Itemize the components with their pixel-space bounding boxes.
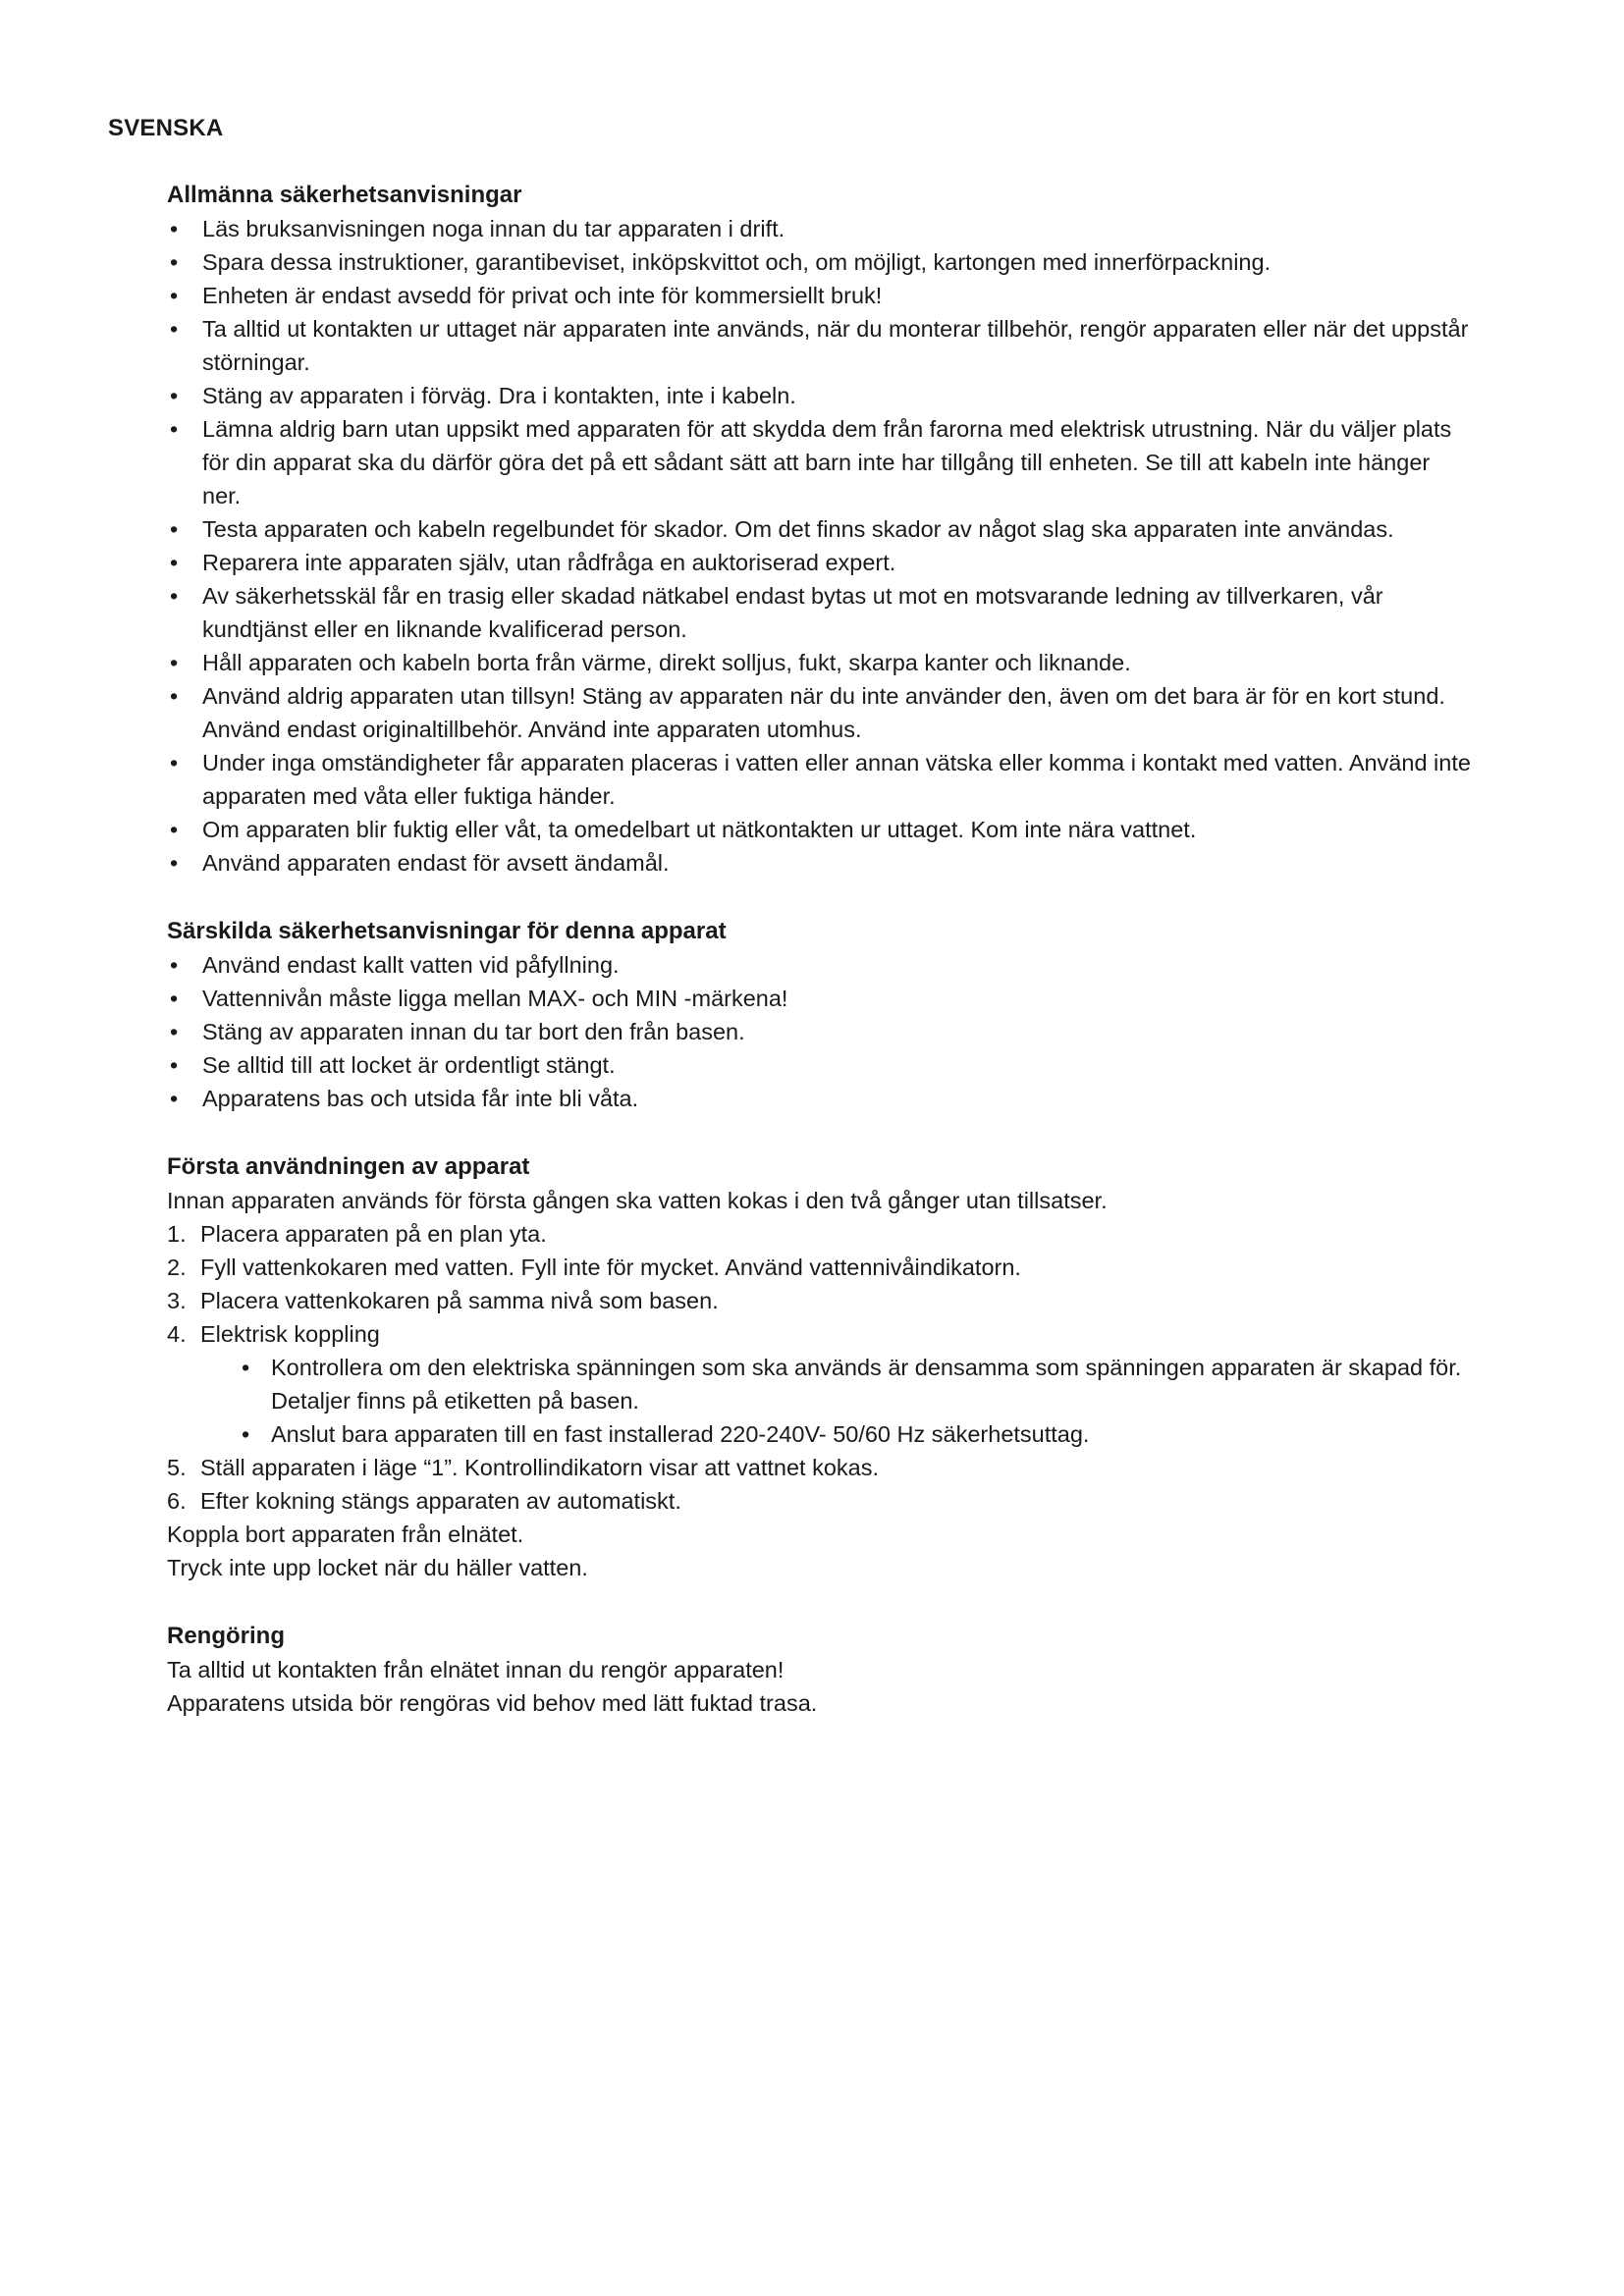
list-item: • Vattennivån måste ligga mellan MAX- och MIN -märkena! <box>167 982 1473 1015</box>
list-item: • Apparatens bas och utsida får inte bli våta. <box>167 1082 1473 1115</box>
list-item: • Om apparaten blir fuktig eller våt, ta omedelbart ut nätkontakten ur uttaget. Kom inte nära vattnet. <box>167 813 1473 846</box>
step-number: 2. <box>167 1255 187 1280</box>
step-number: 3. <box>167 1288 187 1313</box>
general-safety-heading: Allmänna säkerhetsanvisningar <box>167 182 522 208</box>
step-text: Fyll vattenkokaren med vatten. Fyll inte för mycket. Använd vattennivåindikatorn. <box>200 1255 1021 1280</box>
list-item: • Läs bruksanvisningen noga innan du tar apparaten i drift. <box>167 212 1473 245</box>
first-use-outro-line: Koppla bort apparaten från elnätet. <box>167 1522 524 1547</box>
cleaning-line: Ta alltid ut kontakten från elnätet innan du rengör apparaten! <box>167 1657 785 1682</box>
language-heading: SVENSKA <box>108 115 224 141</box>
document-body <box>167 179 1473 1755</box>
list-item: • Använd aldrig apparaten utan tillsyn! Stäng av apparaten när du inte använder den, även om det bara är för en kort stund. Använd endast originaltillbehör. Använd inte apparaten utomhus. <box>167 679 1473 746</box>
list-item: • Stäng av apparaten innan du tar bort den från basen. <box>167 1015 1473 1048</box>
step-item <box>167 1451 1473 1484</box>
step-item <box>167 1484 1473 1518</box>
first-use-outro-line: Tryck inte upp locket när du häller vatten. <box>167 1555 588 1580</box>
specific-safety-section <box>167 915 1473 1115</box>
step-text: Placera vattenkokaren på samma nivå som basen. <box>200 1288 719 1313</box>
step-text: Elektrisk koppling <box>200 1321 380 1347</box>
step-item <box>167 1284 1473 1317</box>
step-item <box>167 1251 1473 1284</box>
list-item: • Enheten är endast avsedd för privat och inte för kommersiellt bruk! <box>167 279 1473 312</box>
specific-safety-list <box>167 948 1473 1115</box>
electrical-connection-sublist <box>200 1351 1473 1451</box>
step-number: 1. <box>167 1221 187 1247</box>
list-item: • Spara dessa instruktioner, garantibeviset, inköpskvittot och, om möjligt, kartongen med innerförpackning. <box>167 245 1473 279</box>
general-safety-list <box>167 212 1473 880</box>
list-item: • Av säkerhetsskäl får en trasig eller skadad nätkabel endast bytas ut mot en motsvarande ledning av tillverkaren, vår kundtjänst eller en liknande kvalificerad person. <box>167 579 1473 646</box>
list-item: • Håll apparaten och kabeln borta från värme, direkt solljus, fukt, skarpa kanter och liknande. <box>167 646 1473 679</box>
list-item: • Reparera inte apparaten själv, utan rådfråga en auktoriserad expert. <box>167 546 1473 579</box>
step-text: Placera apparaten på en plan yta. <box>200 1221 547 1247</box>
step-item <box>167 1317 1473 1451</box>
list-item: • Använd apparaten endast för avsett ändamål. <box>167 846 1473 880</box>
general-safety-section <box>167 179 1473 880</box>
first-use-heading: Första användningen av apparat <box>167 1153 530 1180</box>
cleaning-line: Apparatens utsida bör rengöras vid behov med lätt fuktad trasa. <box>167 1690 818 1716</box>
first-use-section <box>167 1150 1473 1584</box>
sub-list-item: • Kontrollera om den elektriska spänningen som ska används är densamma som spänningen apparaten är skapad för. Detaljer finns på etiketten på basen. <box>236 1351 1473 1417</box>
list-item: • Under inga omständigheter får apparaten placeras i vatten eller annan vätska eller komma i kontakt med vatten. Använd inte apparaten med våta eller fuktiga händer. <box>167 746 1473 813</box>
list-item: • Stäng av apparaten i förväg. Dra i kontakten, inte i kabeln. <box>167 379 1473 412</box>
list-item: • Lämna aldrig barn utan uppsikt med apparaten för att skydda dem från farorna med elektrisk utrustning. När du väljer plats för din apparat ska du därför göra det på ett sådant sätt att barn inte har tillgång till enheten. Se till att kabeln inte hänger ner. <box>167 412 1473 512</box>
cleaning-heading: Rengöring <box>167 1623 285 1649</box>
step-item <box>167 1217 1473 1251</box>
specific-safety-heading: Särskilda säkerhetsanvisningar för denna apparat <box>167 918 727 944</box>
sub-list-item: • Anslut bara apparaten till en fast installerad 220-240V- 50/60 Hz säkerhetsuttag. <box>236 1417 1473 1451</box>
step-text: Ställ apparaten i läge “1”. Kontrollindikatorn visar att vattnet kokas. <box>200 1455 880 1480</box>
list-item: • Ta alltid ut kontakten ur uttaget när apparaten inte används, när du monterar tillbehör, rengör apparaten eller när det uppstår störningar. <box>167 312 1473 379</box>
step-number: 5. <box>167 1455 187 1480</box>
first-use-intro: Innan apparaten används för första gången ska vatten kokas i den två gånger utan tillsatser. <box>167 1188 1108 1213</box>
list-item: • Testa apparaten och kabeln regelbundet för skador. Om det finns skador av något slag ska apparaten inte användas. <box>167 512 1473 546</box>
step-number: 4. <box>167 1321 187 1347</box>
first-use-steps <box>167 1217 1473 1518</box>
step-number: 6. <box>167 1488 187 1514</box>
step-text: Efter kokning stängs apparaten av automatiskt. <box>200 1488 681 1514</box>
list-item: • Se alltid till att locket är ordentligt stängt. <box>167 1048 1473 1082</box>
list-item: • Använd endast kallt vatten vid påfyllning. <box>167 948 1473 982</box>
cleaning-section <box>167 1620 1473 1720</box>
